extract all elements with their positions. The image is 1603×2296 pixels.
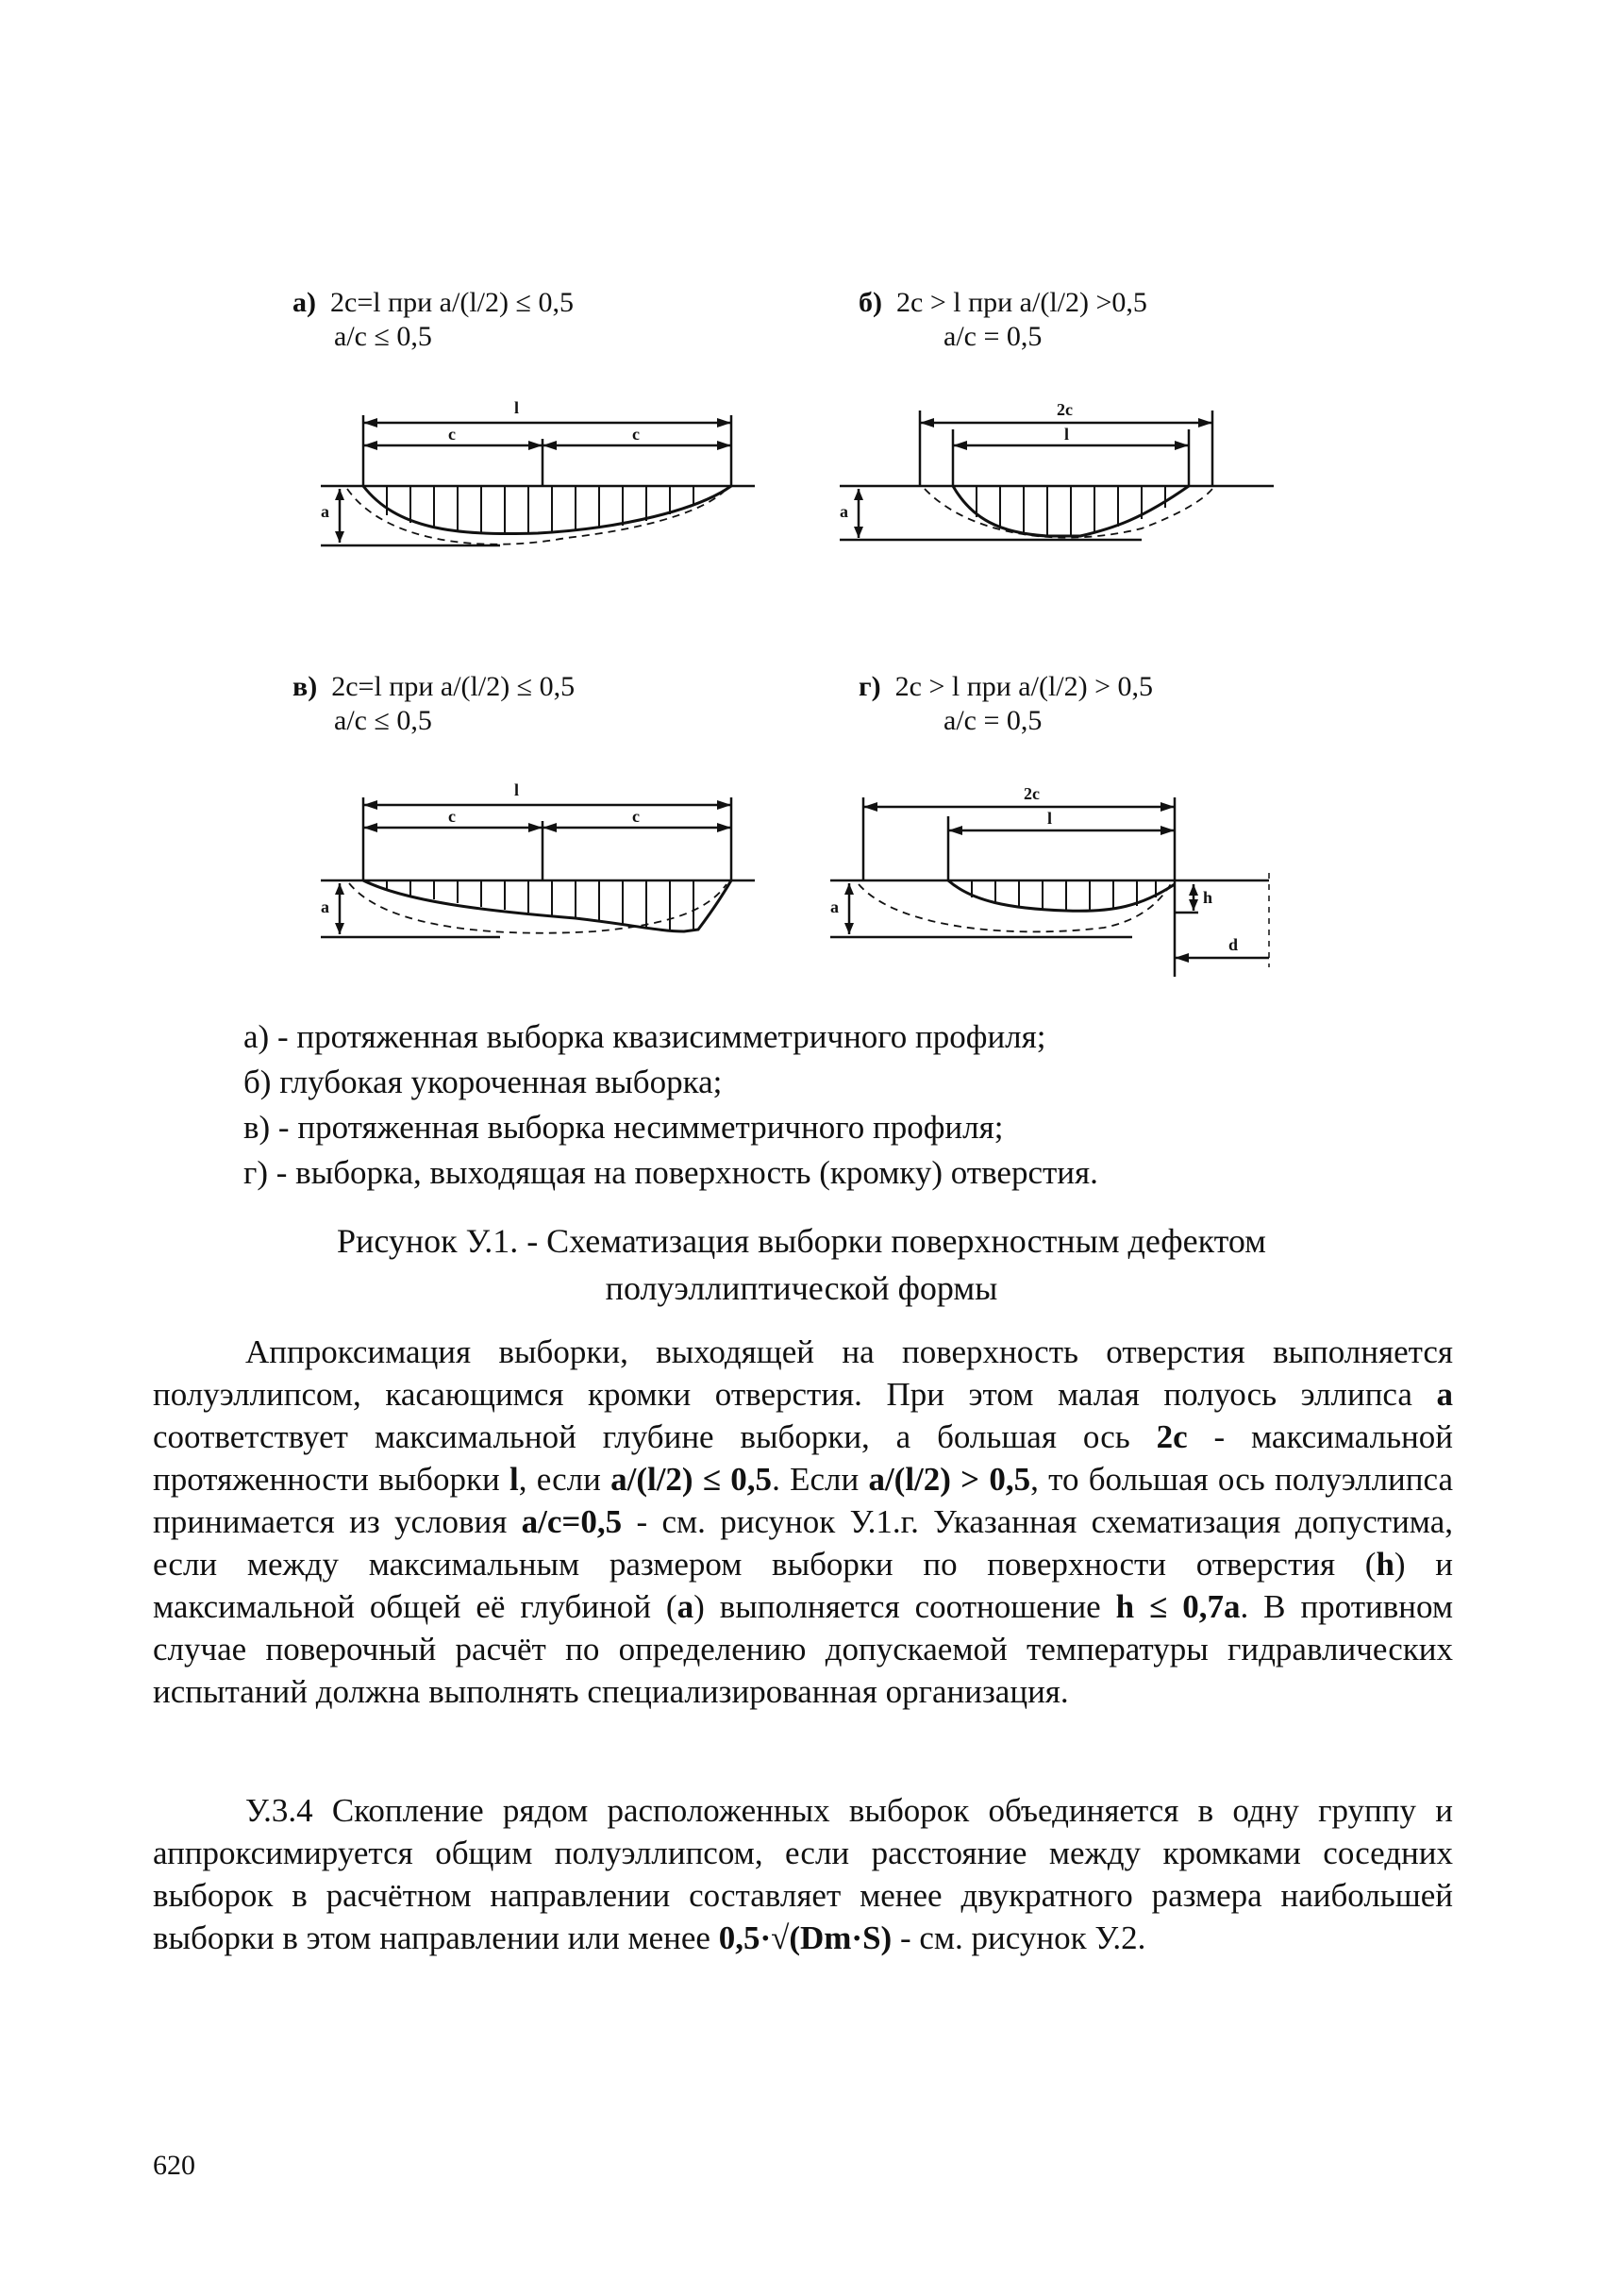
- figure-a-diagram: [311, 396, 764, 557]
- para1-text-10: . В противном случае поверочный расчёт по определению допускаемой температуры гидравлических испытаний должна выполнять специализированная организация.: [153, 1588, 1453, 1710]
- legend-item-a: а) - протяженная выборка квазисимметричного профиля;: [243, 1018, 1046, 1055]
- figure-g-condition: 2c > l при a/(l/2) > 0,5: [894, 671, 1154, 702]
- para1-text-2: соответствует максимальной глубине выборки, а большая ось: [153, 1418, 1157, 1455]
- figure-b-ratio: a/c = 0,5: [943, 321, 1043, 352]
- para1-symbol-l: l: [509, 1461, 519, 1498]
- para1-symbol-h: h: [1376, 1546, 1394, 1583]
- figure-v-caption: [292, 670, 575, 738]
- dim-c-right-label: c: [632, 807, 640, 826]
- para2-formula: 0,5·√(Dm·S): [718, 1919, 893, 1956]
- page-number: 620: [153, 2150, 195, 2181]
- para1-text-8: ) и максимальной общей её глубиной (: [153, 1546, 1453, 1625]
- dim-c-left-label: c: [448, 425, 456, 444]
- figure-v-condition: 2c=l при a/(l/2) ≤ 0,5: [331, 671, 576, 702]
- figure-v-ratio: a/c ≤ 0,5: [334, 705, 432, 736]
- dim-l-label: l: [514, 398, 520, 417]
- para1-text-5: . Если: [772, 1461, 869, 1498]
- figure-g-label: г): [859, 671, 881, 702]
- dim-a-label: a: [321, 502, 329, 521]
- dim-c-left-label: c: [448, 807, 456, 826]
- dim-2c-label: 2c: [1024, 784, 1040, 803]
- para1-text-3: - максимальной протяженности выборки: [153, 1418, 1453, 1498]
- para1-text-7: - см. рисунок У.1.г. Указанная схематизация допустима, если между максимальным размером выборки по поверхности отверстия (: [153, 1503, 1453, 1583]
- dim-a-label: a: [321, 897, 329, 916]
- para1-text-4: , если: [518, 1461, 611, 1498]
- para1-symbol-2c: 2c: [1156, 1418, 1188, 1455]
- para1-condition-2: a/(l/2) > 0,5: [868, 1461, 1031, 1498]
- dim-l-label: l: [1064, 425, 1070, 444]
- figure-legend: [243, 1014, 1098, 1196]
- figure-g-diagram: [821, 779, 1283, 977]
- paragraph-approximation: [153, 1331, 1453, 1713]
- para2-text-2: - см. рисунок У.2.: [892, 1919, 1146, 1956]
- para1-condition-3: a/c=0,5: [521, 1503, 623, 1540]
- dim-l-label: l: [514, 780, 520, 799]
- figure-b-label: б): [859, 287, 882, 318]
- figure-title-line2: полуэллиптической формы: [605, 1269, 998, 1307]
- figure-a-condition: 2c=l при a/(l/2) ≤ 0,5: [330, 287, 574, 318]
- dim-h-label: h: [1203, 888, 1213, 907]
- figure-b-diagram: [830, 396, 1283, 557]
- dim-a-label: a: [840, 502, 848, 521]
- para1-symbol-a: a: [1436, 1376, 1453, 1413]
- figure-a-ratio: a/c ≤ 0,5: [334, 321, 432, 352]
- legend-item-b: б) глубокая укороченная выборка;: [243, 1064, 723, 1100]
- para1-text-6: , то большая ось полуэллипса принимается из условия: [153, 1461, 1453, 1540]
- figure-a-caption: [292, 286, 574, 354]
- figure-title: [0, 1217, 1603, 1312]
- para2-text-1: У.3.4 Скопление рядом расположенных выборок объединяется в одну группу и аппроксимируется общим полуэллипсом, если расстояние между кромками соседних выборок в расчётном направлении составляет менее двукратного размера наибольшей выборки в этом направлении или менее: [153, 1792, 1453, 1956]
- figure-a-label: а): [292, 287, 316, 318]
- figure-v-label: в): [292, 671, 318, 702]
- figure-b-condition: 2c > l при a/(l/2) >0,5: [896, 287, 1147, 318]
- para1-condition-4: h ≤ 0,7a: [1115, 1588, 1241, 1625]
- para1-text-1: Аппроксимация выборки, выходящей на поверхность отверстия выполняется полуэллипсом, касающимся кромки отверстия. При этом малая полуось эллипса: [153, 1333, 1453, 1413]
- para1-condition-1: a/(l/2) ≤ 0,5: [610, 1461, 773, 1498]
- figure-g-caption: [859, 670, 1153, 738]
- legend-item-g: г) - выборка, выходящая на поверхность (кромку) отверстия.: [243, 1154, 1098, 1191]
- figure-g-ratio: a/c = 0,5: [943, 705, 1043, 736]
- dim-a-label: a: [830, 897, 839, 916]
- dim-2c-label: 2c: [1057, 400, 1073, 419]
- paragraph-u-3-4: [153, 1789, 1453, 1959]
- para1-text-9: ) выполняется соотношение: [693, 1588, 1116, 1625]
- figure-v-diagram: [311, 779, 764, 939]
- legend-item-v: в) - протяженная выборка несимметричного профиля;: [243, 1109, 1004, 1146]
- dim-l-label: l: [1047, 809, 1053, 828]
- dim-d-label: d: [1228, 935, 1239, 954]
- figure-b-caption: [859, 286, 1147, 354]
- dim-c-right-label: c: [632, 425, 640, 444]
- figure-title-line1: Рисунок У.1. - Схематизация выборки поверхностным дефектом: [337, 1222, 1266, 1260]
- para1-symbol-a2: a: [676, 1588, 694, 1625]
